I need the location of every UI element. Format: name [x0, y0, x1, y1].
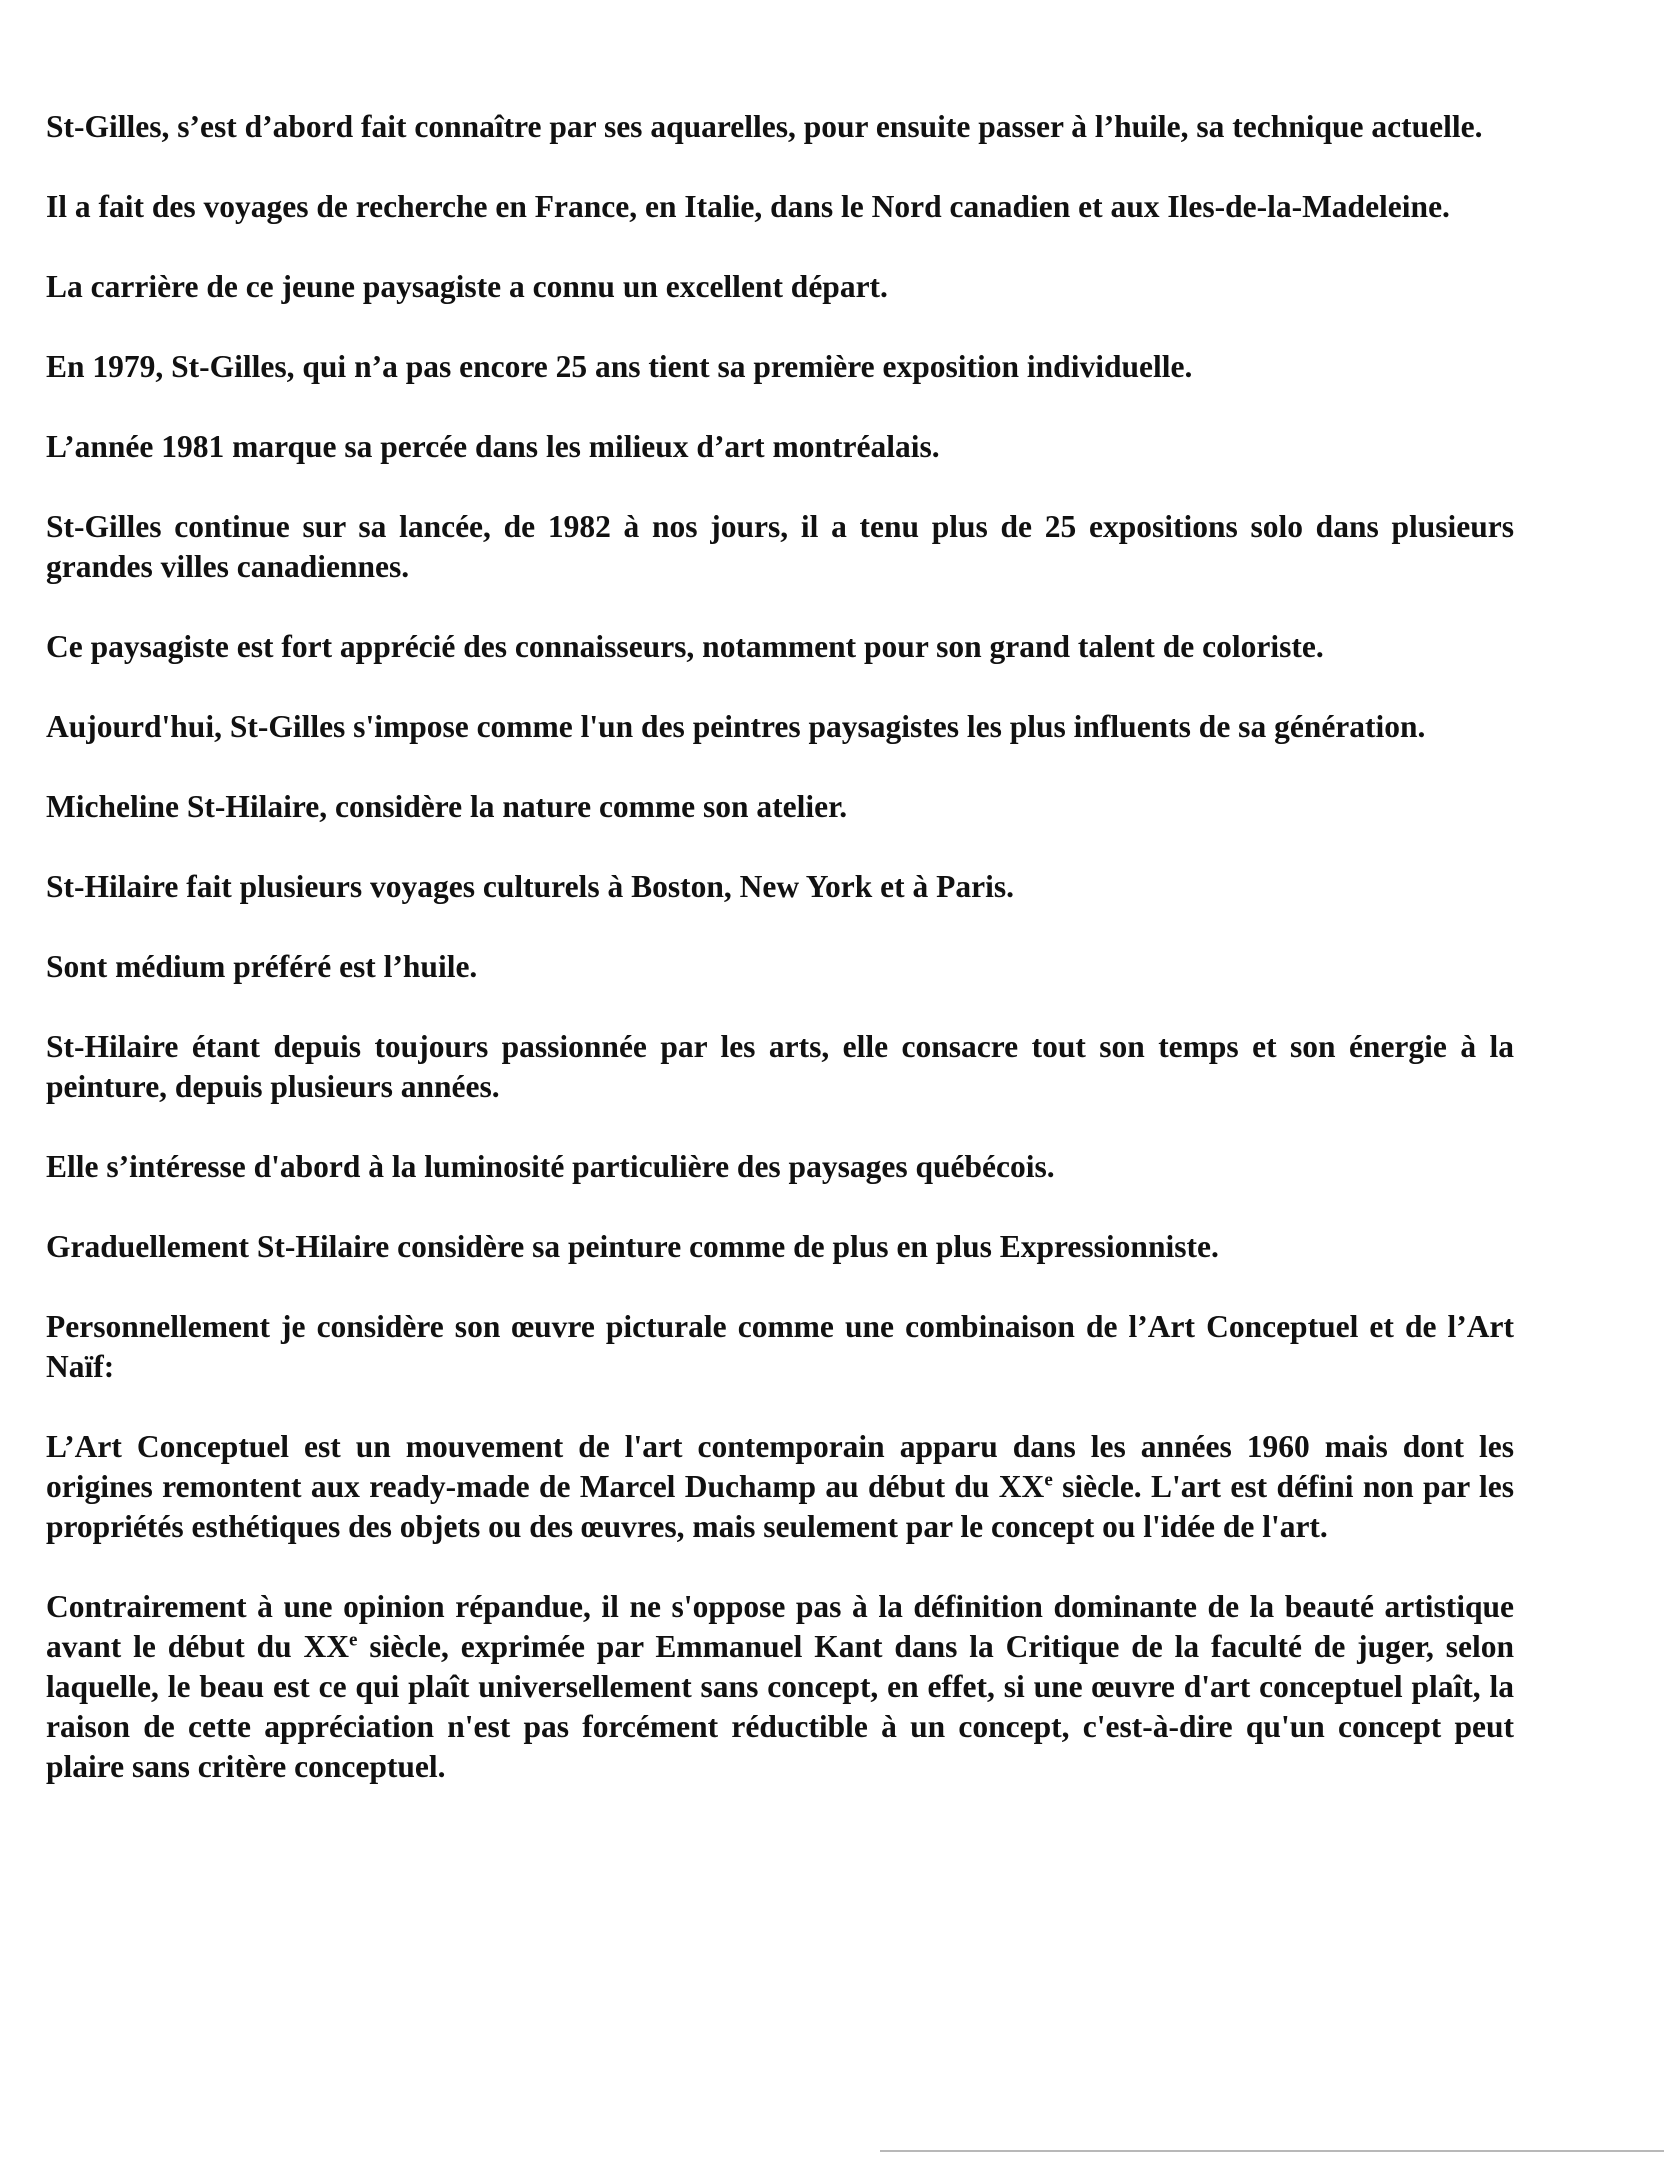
- paragraph: St-Hilaire fait plusieurs voyages culturels à Boston, New York et à Paris.: [46, 869, 1014, 904]
- paragraph: Sont médium préféré est l’huile.: [46, 949, 478, 984]
- paragraph: Aujourd'hui, St-Gilles s'impose comme l'un des peintres paysagistes les plus influents de sa génération.: [46, 709, 1426, 744]
- paragraph: Micheline St-Hilaire, considère la nature comme son atelier.: [46, 789, 848, 824]
- paragraph-art-conceptuel: [46, 1427, 1514, 1547]
- paragraph: L’année 1981 marque sa percée dans les milieux d’art montréalais.: [46, 429, 940, 464]
- paragraph-text: L’Art Conceptuel est un mouvement de l'art contemporain apparu dans les années 1960 mais dont les origines remontent aux ready-made de Marcel Duchamp au début du XX: [46, 1429, 1514, 1504]
- paragraph: Il a fait des voyages de recherche en France, en Italie, dans le Nord canadien et aux Iles-de-la-Madeleine.: [46, 189, 1450, 224]
- century-superscript: e: [1044, 1469, 1053, 1491]
- paragraph: En 1979, St-Gilles, qui n’a pas encore 25 ans tient sa première exposition individuelle.: [46, 349, 1193, 384]
- paragraph: St-Hilaire étant depuis toujours passionnée par les arts, elle consacre tout son temps et son énergie à la peinture, depuis plusieurs années.: [46, 1029, 1514, 1104]
- paragraph: St-Gilles continue sur sa lancée, de 1982 à nos jours, il a tenu plus de 25 expositions solo dans plusieurs grandes villes canadiennes.: [46, 509, 1514, 584]
- paragraph: Ce paysagiste est fort apprécié des connaisseurs, notamment pour son grand talent de coloriste.: [46, 629, 1324, 664]
- paragraph: Elle s’intéresse d'abord à la luminosité particulière des paysages québécois.: [46, 1149, 1055, 1184]
- scan-edge-line: [880, 2150, 1664, 2152]
- paragraph: La carrière de ce jeune paysagiste a connu un excellent départ.: [46, 269, 888, 304]
- paragraph-kant: [46, 1587, 1514, 1787]
- document-body: [46, 107, 1514, 1827]
- paragraph-text: siècle. L'art est défini non par les propriétés esthétiques des objets ou des œuvres, mais seulement par le concept ou l'idée de l'art.: [46, 1469, 1515, 1544]
- paragraph-text: Contrairement à une opinion répandue, il ne s'oppose pas à la définition dominante de la beauté artistique avant le début du XX: [46, 1589, 1514, 1664]
- paragraph: Graduellement St-Hilaire considère sa peinture comme de plus en plus Expressionniste.: [46, 1229, 1219, 1264]
- paragraph-text: siècle, exprimée par Emmanuel Kant dans la Critique de la faculté de juger, selon laquelle, le beau est ce qui plaît universellement sans concept, en effet, si une œuvre d'art conceptuel plaît, la raison de cette appréciation n'est pas forcément réductible à un concept, c'est-à-dire qu'un concept peut plaire sans critère conceptuel.: [46, 1629, 1514, 1784]
- paragraph: Personnellement je considère son œuvre picturale comme une combinaison de l’Art Conceptuel et de l’Art Naïf:: [46, 1309, 1514, 1384]
- paragraph: St-Gilles, s’est d’abord fait connaître par ses aquarelles, pour ensuite passer à l’huile, sa technique actuelle.: [46, 109, 1483, 144]
- century-superscript: e: [349, 1629, 358, 1651]
